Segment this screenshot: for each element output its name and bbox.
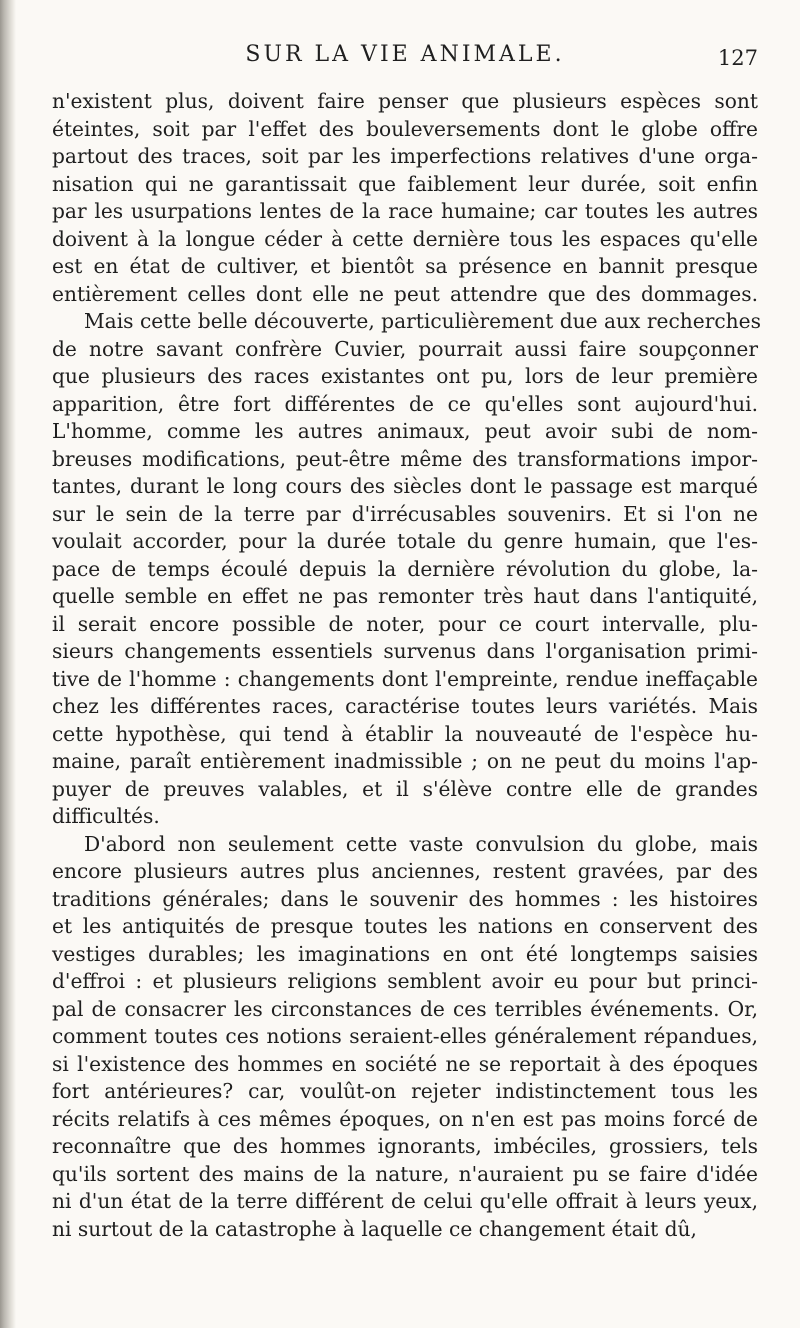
text-line: chez les différentes races, caractérise toutes leurs variétés. Mais bbox=[52, 694, 758, 718]
text-line: sieurs changements essentiels survenus dans l'organisation primi- bbox=[52, 639, 758, 663]
text-line: qu'ils sortent des mains de la nature, n'auraient pu se faire d'idée bbox=[52, 1161, 758, 1186]
text-line: maine, paraît entièrement inadmissible ; on ne peut du moins l'ap- bbox=[52, 749, 758, 773]
text-line: voulait accorder, pour la durée totale du genre humain, que l'es- bbox=[52, 529, 758, 553]
text-line: vestiges durables; les imaginations en ont été longtemps saisies bbox=[52, 941, 758, 966]
text-line: d'effroi : et plusieurs religions semblent avoir eu pour but princi- bbox=[52, 969, 758, 993]
text-line: nisation qui ne garantissait que faiblement leur durée, soit enfin bbox=[52, 171, 758, 196]
text-line: n'existent plus, doivent faire penser que plusieurs espèces sont bbox=[52, 89, 758, 113]
text-line: ni d'un état de la terre différent de celui qu'elle offrait à leurs yeux, bbox=[52, 1189, 758, 1213]
page-binding-edge bbox=[0, 0, 16, 1328]
text-line: D'abord non seulement cette vaste convulsion du globe, mais bbox=[84, 831, 758, 856]
text-line: et les antiquités de presque toutes les nations en conservent des bbox=[52, 914, 758, 938]
text-line: de notre savant confrère Cuvier, pourrait aussi faire soupçonner bbox=[52, 336, 758, 361]
text-line: traditions générales; dans le souvenir des hommes : les histoires bbox=[52, 886, 758, 911]
text-line: tive de l'homme : changements dont l'empreinte, rendue ineffaçable bbox=[52, 666, 758, 691]
page-number: 127 bbox=[717, 46, 758, 70]
text-line: Mais cette belle découverte, particulièrement due aux recherches bbox=[84, 309, 761, 333]
running-header bbox=[52, 38, 758, 78]
text-line: est en état de cultiver, et bientôt sa présence en bannit presque bbox=[52, 254, 758, 278]
text-line: encore plusieurs autres plus anciennes, restent gravées, par des bbox=[52, 859, 758, 883]
text-line: cette hypothèse, qui tend à établir la nouveauté de l'espèce hu- bbox=[52, 721, 758, 746]
text-line: apparition, être fort différentes de ce qu'elles sont aujourd'hui. bbox=[52, 391, 758, 416]
text-line: puyer de preuves valables, et il s'élève contre elle de grandes bbox=[52, 776, 758, 801]
text-line: doivent à la longue céder à cette dernière tous les espaces qu'elle bbox=[52, 226, 758, 251]
text-line: éteintes, soit par l'effet des bouleversements dont le globe offre bbox=[52, 116, 758, 141]
text-line: difficultés. bbox=[52, 804, 160, 828]
text-line: reconnaître que des hommes ignorants, imbéciles, grossiers, tels bbox=[52, 1134, 758, 1158]
text-line: ni surtout de la catastrophe à laquelle ce changement était dû, bbox=[52, 1216, 697, 1241]
text-line: sur le sein de la terre par d'irrécusables souvenirs. Et si l'on ne bbox=[52, 501, 758, 526]
text-line: par les usurpations lentes de la race humaine; car toutes les autres bbox=[52, 199, 758, 223]
text-line: entièrement celles dont elle ne peut attendre que des dommages. bbox=[52, 281, 758, 306]
text-line: L'homme, comme les autres animaux, peut avoir subi de nom- bbox=[52, 419, 758, 443]
text-line: comment toutes ces notions seraient-elles généralement répandues, bbox=[52, 1024, 758, 1048]
body-text bbox=[52, 88, 761, 1243]
text-line: quelle semble en effet ne pas remonter très haut dans l'antiquité, bbox=[52, 584, 758, 608]
text-line: il serait encore possible de noter, pour ce court intervalle, plu- bbox=[52, 611, 758, 636]
book-page bbox=[52, 38, 761, 1243]
text-line: si l'existence des hommes en société ne se reportait à des époques bbox=[52, 1051, 758, 1076]
text-line: tantes, durant le long cours des siècles dont le passage est marqué bbox=[52, 474, 758, 498]
text-line: breuses modifications, peut-être même des transformations impor- bbox=[52, 446, 758, 471]
text-line: que plusieurs des races existantes ont pu, lors de leur première bbox=[52, 364, 758, 388]
text-line: fort antérieures? car, voulût-on rejeter indistinctement tous les bbox=[52, 1079, 758, 1103]
running-title: SUR LA VIE ANIMALE. bbox=[245, 42, 565, 67]
text-line: pal de consacrer les circonstances de ces terribles événements. Or, bbox=[52, 996, 758, 1021]
text-line: partout des traces, soit par les imperfections relatives d'une orga- bbox=[52, 144, 758, 168]
text-line: pace de temps écoulé depuis la dernière révolution du globe, la- bbox=[52, 556, 758, 581]
text-line: récits relatifs à ces mêmes époques, on n'en est pas moins forcé de bbox=[52, 1106, 758, 1131]
